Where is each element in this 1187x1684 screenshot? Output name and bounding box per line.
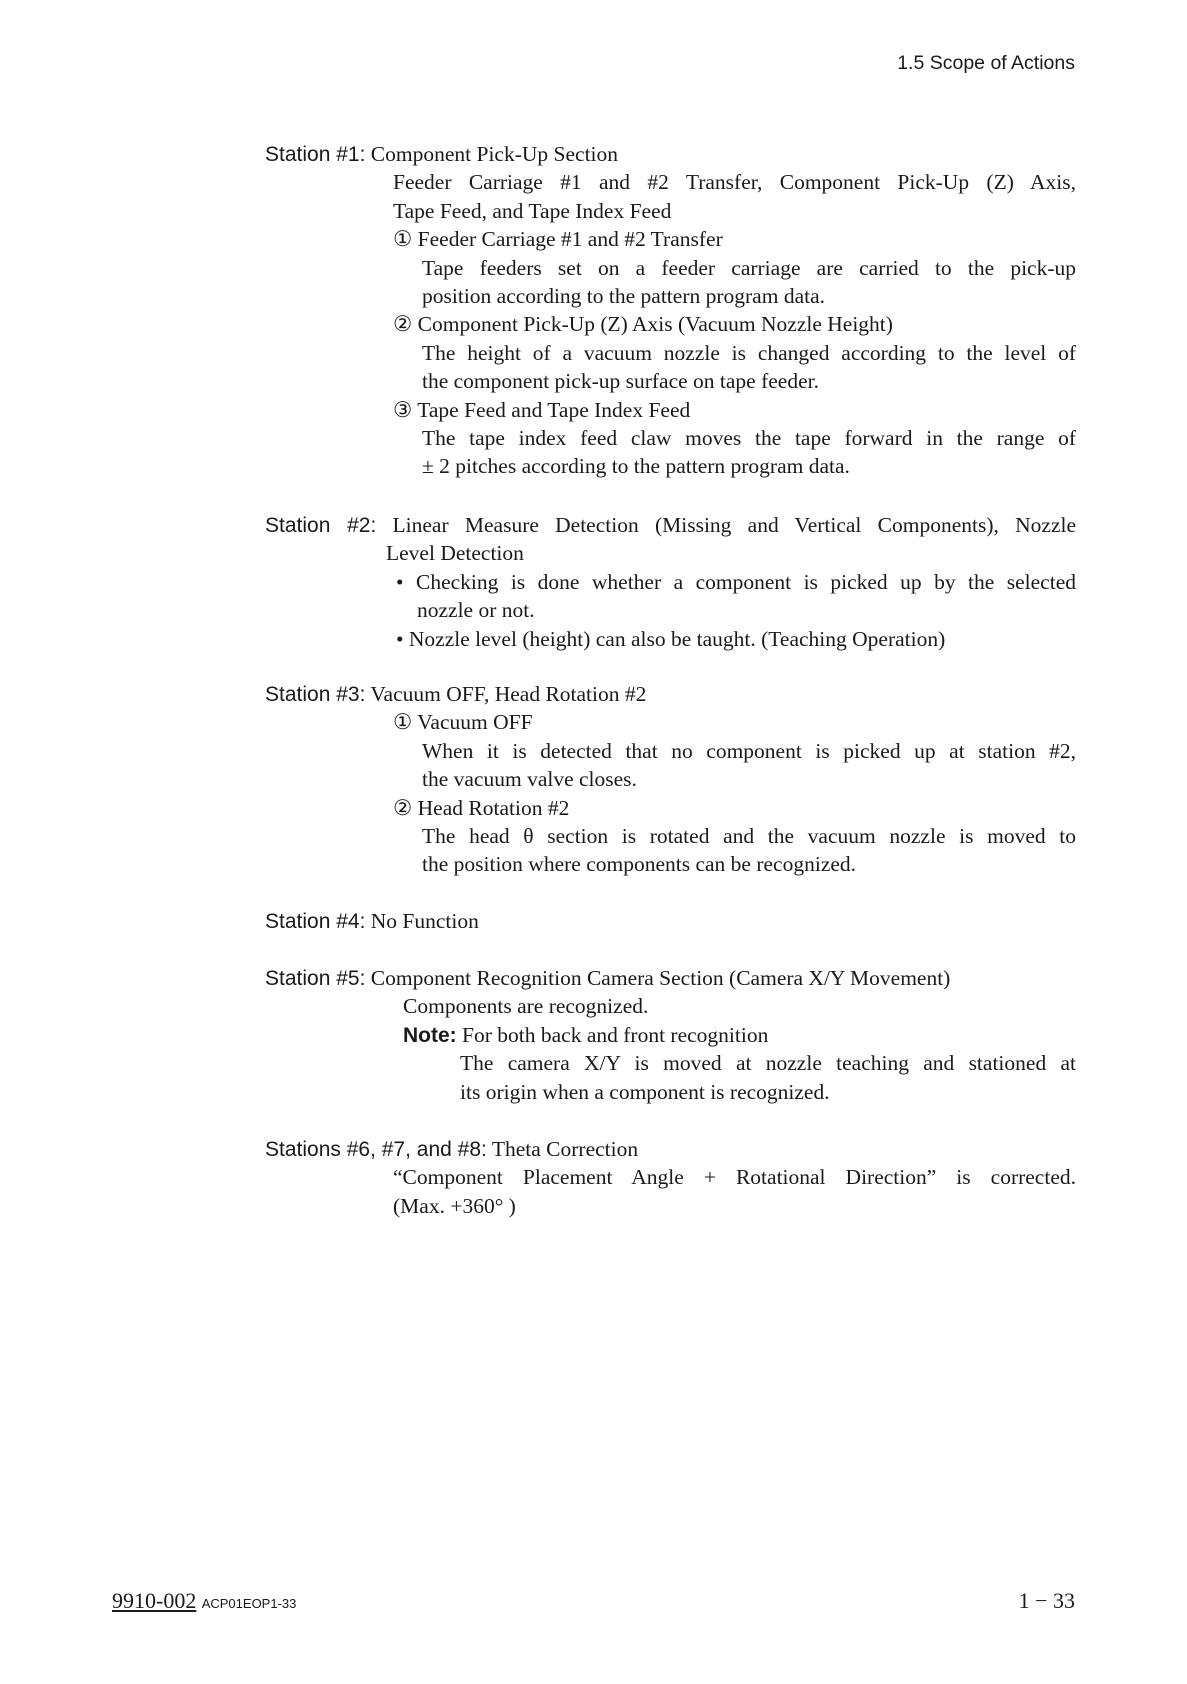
section-header: 1.5 Scope of Actions — [897, 52, 1075, 74]
note-text: For both back and front recognition — [462, 1022, 769, 1047]
doc-code: ACP01EOP1-33 — [201, 1596, 297, 1611]
doc-number: 9910-002 — [112, 1588, 197, 1613]
item-heading: ① Vacuum OFF — [393, 710, 533, 735]
station-3 — [265, 680, 1076, 879]
item-heading: ① Feeder Carriage #1 and #2 Transfer — [393, 227, 723, 252]
text-line: (Max. +360° ) — [393, 1193, 516, 1218]
station-title: Theta Correction — [491, 1137, 639, 1161]
text-line: The height of a vacuum nozzle is changed according to the level of — [422, 340, 1076, 365]
text-line: Level Detection — [386, 541, 524, 566]
item-heading: ③ Tape Feed and Tape Index Feed — [393, 397, 691, 422]
station-title: Component Pick-Up Section — [370, 142, 619, 166]
station-1 — [265, 140, 1076, 481]
station-label: Stations #6, #7, and #8: — [265, 1138, 487, 1161]
station-2 — [265, 511, 1076, 653]
text-line: the component pick-up surface on tape feeder. — [422, 369, 819, 394]
text-line: When it is detected that no component is picked up at station #2, — [422, 738, 1076, 763]
station-title: Vacuum OFF, Head Rotation #2 — [370, 682, 647, 706]
station-label: Station #5: — [265, 967, 366, 990]
station-5 — [265, 964, 1076, 1106]
station-title: Component Recognition Camera Section (Camera X/Y Movement) — [370, 966, 951, 990]
station-label: Station #3: — [265, 683, 366, 706]
item-heading: ② Component Pick-Up (Z) Axis (Vacuum Nozzle Height) — [393, 312, 893, 337]
text-line: its origin when a component is recognized. — [460, 1079, 830, 1104]
text-line: position according to the pattern program data. — [422, 283, 825, 308]
text-line: Tape Feed, and Tape Index Feed — [393, 198, 672, 223]
text-line: Feeder Carriage #1 and #2 Transfer, Component Pick-Up (Z) Axis, — [393, 170, 1076, 195]
station-label: Station #2: — [265, 514, 377, 537]
station-title: Linear Measure Detection (Missing and Vertical Components), Nozzle — [392, 513, 1077, 537]
text-line: Nozzle level (height) can also be taught. (Teaching Operation) — [408, 626, 946, 651]
station-title: No Function — [370, 909, 479, 933]
text-line: The head θ section is rotated and the vacuum nozzle is moved to — [422, 823, 1076, 848]
footer-doc — [112, 1588, 296, 1614]
station-6-7-8 — [265, 1135, 1076, 1220]
text-line: Tape feeders set on a feeder carriage are carried to the pick-up — [422, 255, 1076, 280]
text-line: Checking is done whether a component is picked up by the selected — [415, 569, 1076, 594]
item-heading: ② Head Rotation #2 — [393, 795, 570, 820]
text-line: ± 2 pitches according to the pattern program data. — [422, 454, 850, 479]
text-line: the vacuum valve closes. — [422, 767, 637, 792]
station-label: Station #1: — [265, 143, 366, 166]
text-line: Components are recognized. — [403, 994, 649, 1019]
text-line: nozzle or not. — [417, 598, 535, 623]
bullet-icon: • — [396, 626, 409, 651]
page-number: 1 − 33 — [1018, 1588, 1075, 1613]
text-line: the position where components can be recognized. — [422, 852, 857, 877]
bullet-icon: • — [396, 569, 416, 594]
station-4 — [265, 907, 1076, 935]
station-label: Station #4: — [265, 910, 366, 933]
text-line: The tape index feed claw moves the tape forward in the range of — [422, 425, 1076, 450]
text-line: “Component Placement Angle + Rotational Direction” is corrected. — [393, 1165, 1076, 1190]
note-label: Note: — [403, 1023, 457, 1047]
text-line: The camera X/Y is moved at nozzle teaching and stationed at — [460, 1051, 1076, 1076]
